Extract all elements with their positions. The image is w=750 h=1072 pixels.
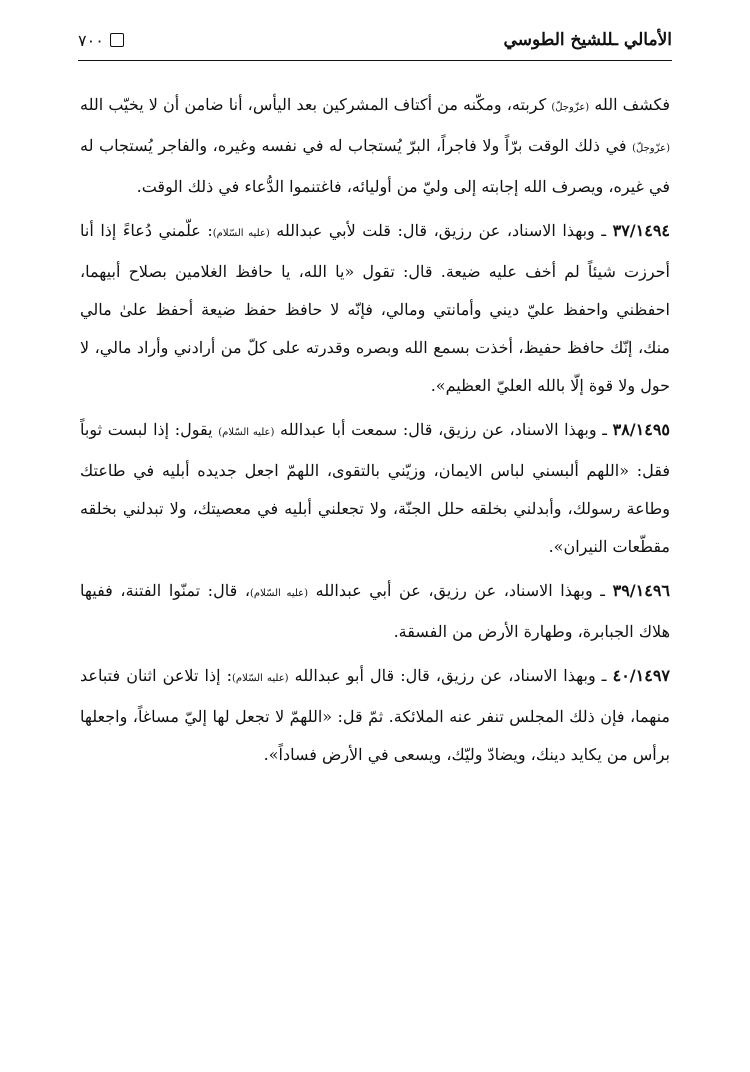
- running-title: الأمالي ـللشيخ الطوسي: [503, 30, 672, 50]
- paragraph-text: ، قال: تمنّوا الفتنة، ففيها هلاك الجبابرة، وطهارة الأرض من الفسقة.: [80, 581, 670, 641]
- paragraph-text: يقول: إذا لبست ثوباً فقل: «اللهم ألبسني لباس الايمان، وزيّني بالتقوى، اللهمّ اجعل جديده أبليه في طاعتك وطاعة رسولك، وأبدلني بخلقه حلل الجنّة، ولا تجعلني أبليه في معصيتك، ولا تبدلني بخلقه مقطّعات النيران».: [80, 420, 670, 556]
- paragraph-hadith-1494: [80, 212, 670, 405]
- paragraph-text: ـ وبهذا الاسناد، عن رزيق، قال: سمعت أبا عبدالله: [274, 420, 613, 439]
- hadith-number: ٤٠/١٤٩٧: [612, 666, 671, 685]
- hadith-number: ٣٨/١٤٩٥: [612, 420, 671, 439]
- paragraph-text: ـ وبهذا الاسناد، عن رزيق، قال: قال أبو عبدالله: [288, 666, 613, 685]
- page-number-group: [78, 31, 124, 50]
- paragraph-text: : علّمني دُعاءً إذا أنا أحرزت شيئاً لم أخف عليه ضيعة. قال: تقول «يا الله، يا حافظ الغلامين بصلاح أبيهما، احفظني واحفظ عليّ ديني وأمانتي ومالي، فإنّه لا حافظ حفظ ضيعة أحفظ علىٰ مالي منك، إنّك حافظ حفيظ، أخذت بسمع الله وبصره وقدرته على كلّ من أرادني وأراد مالي، لا حول ولا قوة إلّا بالله العليّ العظيم».: [80, 221, 670, 395]
- paragraph-text: ـ وبهذا الاسناد، عن رزيق، عن أبي عبدالله: [308, 581, 613, 600]
- paragraph-hadith-1496: [80, 572, 670, 651]
- paragraph-hadith-1497: [80, 657, 670, 774]
- hadith-number: ٣٩/١٤٩٦: [612, 581, 670, 600]
- honorific-text: (عليه السّلام): [212, 228, 270, 239]
- paragraph-text: ـ وبهذا الاسناد، عن رزيق، قال: قلت لأبي عبدالله: [269, 221, 613, 240]
- honorific-text: (عليه السّلام): [218, 427, 275, 438]
- paragraph-text: في ذلك الوقت برّاً ولا فاجراً، البرّ يُستجاب له في نفسه وغيره، والفاجر يُستجاب له في غيره، ويصرف الله إجابته إلى وليّ من أوليائه، فاغتنموا الدُّعاء في ذلك الوقت.: [80, 136, 670, 196]
- page-body: [80, 86, 670, 780]
- header-rule: [78, 60, 672, 61]
- hadith-number: ٣٧/١٤٩٤: [612, 221, 670, 240]
- paragraph-hadith-1495: [80, 411, 670, 566]
- paragraph-continuation: [80, 86, 670, 206]
- honorific-text: (عزّوجلّ): [632, 143, 670, 154]
- page-header: [78, 22, 672, 58]
- paragraph-text: : إذا تلاعن اثنان فتباعد منهما، فإن ذلك المجلس تنفر عنه الملائكة. ثمّ قل: «اللهمّ لا تجعل لها إليّ مساغاً، واجعلها برأس من يكايد دينك، ويضادّ وليّك، ويسعى في الأرض فساداً».: [80, 666, 670, 764]
- honorific-text: (عزّوجلّ): [551, 102, 590, 113]
- paragraph-text: كربته، ومكّنه من أكتاف المشركين بعد اليأس، أنا ضامن أن لا يخيّب الله: [80, 95, 552, 114]
- honorific-text: (عليه السّلام): [249, 588, 309, 599]
- page-box-icon: [110, 33, 124, 47]
- paragraph-text: فكشف الله: [589, 95, 670, 114]
- honorific-text: (عليه السّلام): [232, 673, 289, 684]
- page-number: ٧٠٠: [78, 30, 104, 50]
